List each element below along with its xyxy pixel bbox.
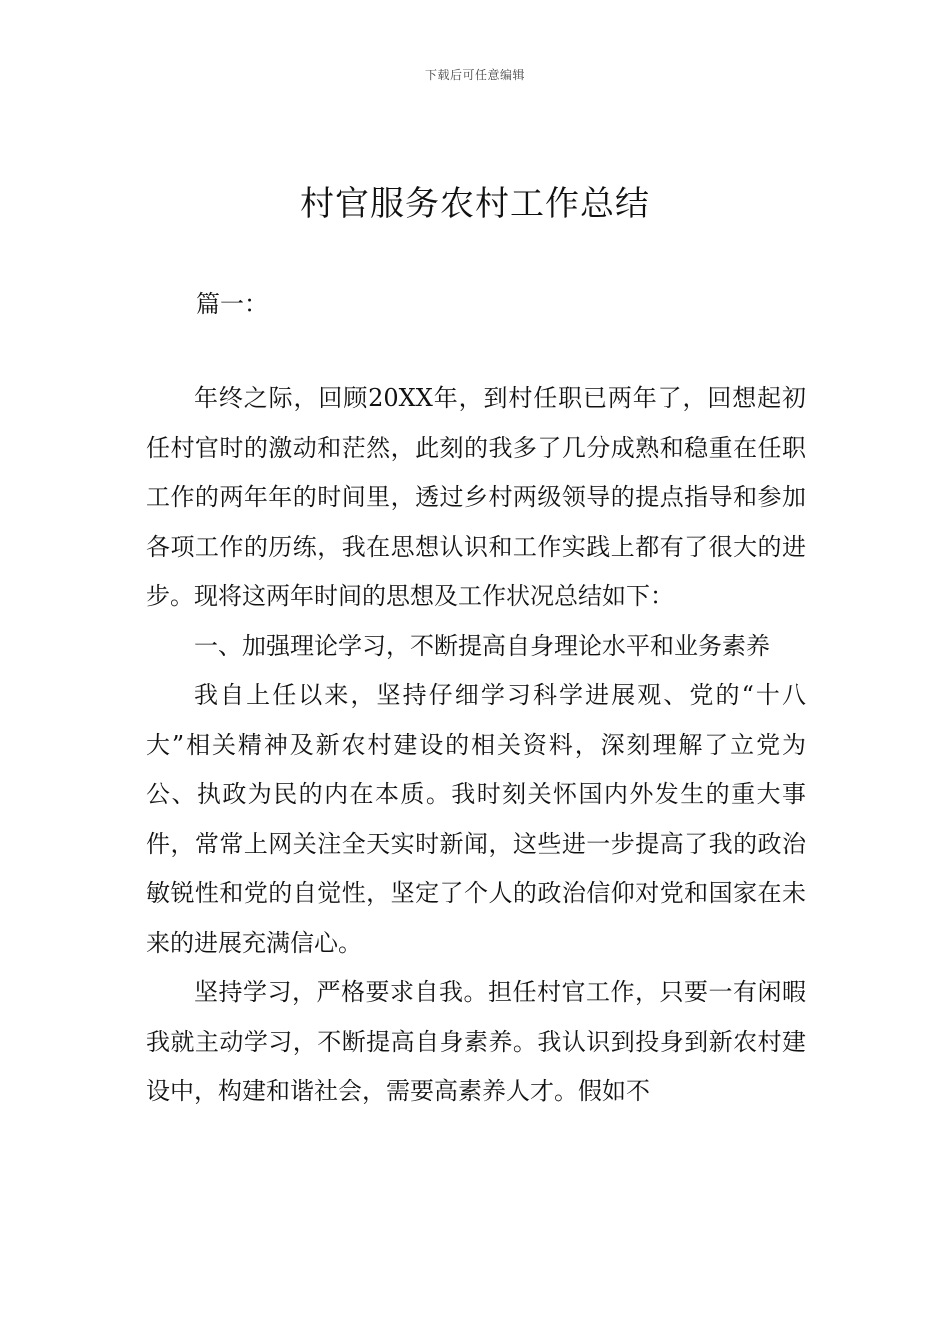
section-label: 篇一： <box>196 290 268 318</box>
paragraph-heading-1: 一、加强理论学习，不断提高自身理论水平和业务素养 <box>194 631 770 660</box>
paragraph-intro: 年终之际，回顾20XX年，到村任职已两年了，回想起初任村官时的激动和茫然，此刻的我多了几分成熟和稳重在任职工作的两年年的时间里，透过乡村两级领导的提点指导和参加各项工作的历练，我在思想认识和工作实践上都有了很大的进步。现将这两年时间的思想及工作状况总结如下： <box>146 384 806 610</box>
header-note: 下载后可任意编辑 <box>424 68 525 82</box>
paragraph-self-discipline: 坚持学习，严格要求自我。担任村官工作，只要一有闲暇我就主动学习，不断提高自身素养。我认识到投身到新农村建设中，构建和谐社会，需要高素养人才。假如不 <box>146 978 806 1105</box>
document-body <box>146 374 806 1117</box>
paragraph-theory-study: 我自上任以来，坚持仔细学习科学进展观、党的“十八大”相关精神及新农村建设的相关资料，深刻理解了立党为公、执政为民的内在本质。我时刻关怀国内外发生的重大事件，常常上网关注全天实时新闻，这些进一步提高了我的政治敏锐性和党的自觉性，坚定了个人的政治信仰对党和国家在未来的进展充满信心。 <box>146 681 806 957</box>
document-title: 村官服务农村工作总结 <box>300 184 650 224</box>
